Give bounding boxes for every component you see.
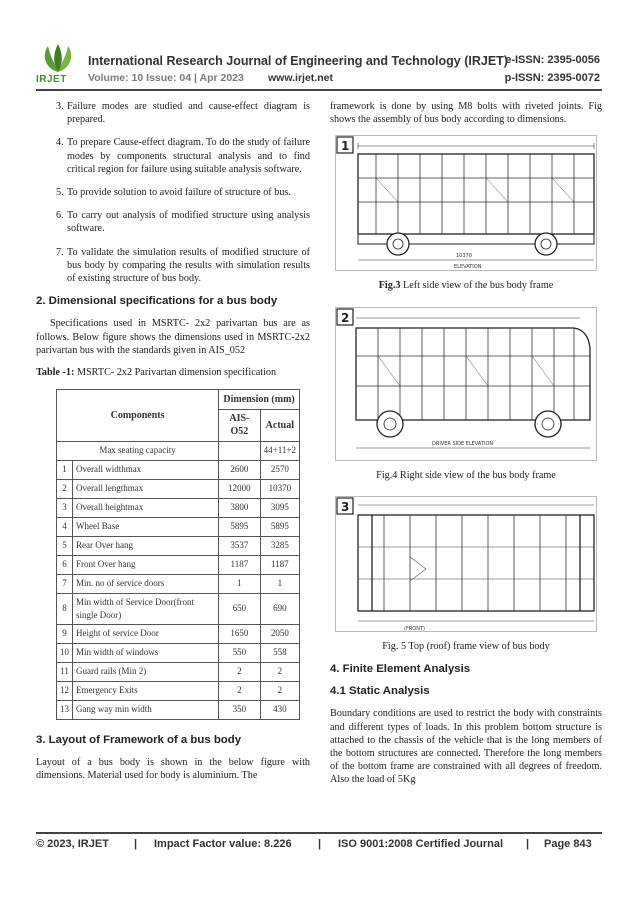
svg-text:3: 3 bbox=[341, 499, 350, 514]
figure-5-caption: Fig. 5 Top (roof) frame view of bus body bbox=[382, 640, 550, 652]
section-2-paragraph: Specifications used in MSRTC- 2x2 parivartan bus are as follows. Below figure shows the dimensions used in MSRTC-2x2 parivartan bus with the standards given in AIS_052 bbox=[36, 318, 310, 356]
svg-text:ELEVATION: ELEVATION bbox=[454, 264, 482, 271]
svg-text:2: 2 bbox=[341, 310, 350, 325]
pissn: p-ISSN: 2395-0072 bbox=[504, 72, 600, 84]
table-row: 1 Overall widthmax 2600 2570 bbox=[57, 460, 300, 479]
svg-text:10370: 10370 bbox=[456, 253, 472, 260]
figure-4-caption: Fig.4 Right side view of the bus body frame bbox=[376, 469, 556, 481]
table-row: 4 Wheel Base 5895 5895 bbox=[57, 517, 300, 536]
section-3-paragraph: Layout of a bus body is shown in the below figure with dimensions. Material used for body is aluminium. The bbox=[36, 757, 310, 782]
footer-iso: ISO 9001:2008 Certified Journal bbox=[338, 838, 504, 850]
table-row: 11 Guard rails (Min 2) 2 2 bbox=[57, 663, 300, 682]
header-dimension: Dimension (mm) bbox=[219, 390, 300, 410]
table-row: Max seating capacity 44+11+2 bbox=[57, 441, 300, 460]
section-2-heading: 2. Dimensional specifications for a bus body bbox=[36, 295, 278, 308]
subheader-actual: Actual bbox=[260, 410, 299, 441]
header-components: Components bbox=[57, 390, 219, 441]
bus-left-elevation-drawing bbox=[336, 136, 598, 272]
list-item: 7. To validate the simulation results of modified structure of bus body by comparing the results with simulation results of existing structure of bus body. bbox=[56, 246, 310, 285]
footer-copyright: © 2023, IRJET bbox=[36, 838, 109, 850]
svg-text:1: 1 bbox=[341, 139, 350, 154]
table-row: 5 Rear Over hang 3537 3285 bbox=[57, 536, 300, 555]
footer-separator: | bbox=[134, 838, 138, 850]
figure-3-caption: Fig.3 Left side view of the bus body frame bbox=[378, 280, 554, 292]
table-row: 3 Overall heightmax 3800 3095 bbox=[57, 498, 300, 517]
dimension-spec-table bbox=[56, 389, 300, 720]
table-row: 12 Emergency Exits 2 2 bbox=[57, 682, 300, 701]
list-item: 3. Failure modes are studied and cause-effect diagram is prepared. bbox=[56, 101, 310, 126]
figure-5-roof-view bbox=[335, 496, 597, 632]
header-rule bbox=[36, 89, 602, 91]
section-4-1-paragraph: Boundary conditions are used to restrict the body with constraints and different types of loads. In this problem bottom structure is attached to the chassis of the vehicle that is the long members of the bottom structures are connected. Therefore the long members of the bottom frame are constrained with all degrees of freedom. Also the load of 5Kg bbox=[330, 708, 602, 786]
volume-line: Volume: 10 Issue: 04 | Apr 2023 bbox=[88, 72, 244, 84]
subheader-ais: AIS-O52 bbox=[219, 410, 261, 441]
section-3-paragraph-continued: framework is done by using M8 bolts with riveted joints. Fig shows the assembly of bus body according to dimensions. bbox=[330, 101, 602, 126]
footer-separator: | bbox=[526, 838, 530, 850]
table-row: 6 Front Over hang 1187 1187 bbox=[57, 555, 300, 574]
footer-impact-factor: Impact Factor value: 8.226 bbox=[154, 838, 292, 850]
table-row: 8 Min width of Service Door(front single Door) 650 690 bbox=[57, 593, 300, 624]
website-link[interactable]: www.irjet.net bbox=[268, 72, 333, 84]
figure-3-left-side-view bbox=[335, 135, 597, 271]
journal-title: International Research Journal of Engineering and Technology (IRJET) bbox=[88, 54, 508, 68]
section-4-1-heading: 4.1 Static Analysis bbox=[330, 685, 430, 698]
footer-page-number: Page 843 bbox=[544, 838, 592, 850]
svg-text:DRIVER SIDE ELEVATION: DRIVER SIDE ELEVATION bbox=[432, 440, 494, 447]
table-caption: Table -1: MSRTC- 2x2 Parivartan dimension specification bbox=[36, 367, 277, 379]
svg-text:(FRONT): (FRONT) bbox=[404, 625, 425, 632]
eissn: e-ISSN: 2395-0056 bbox=[505, 54, 600, 66]
table-row: 9 Height of service Door 1650 2050 bbox=[57, 625, 300, 644]
left-column bbox=[36, 100, 310, 792]
logo-text: IRJET bbox=[36, 74, 67, 85]
page-header bbox=[0, 0, 638, 96]
list-item: 5. To provide solution to avoid failure of structure of bus. bbox=[56, 187, 291, 199]
leaf-logo-icon bbox=[38, 44, 78, 74]
section-3-heading: 3. Layout of Framework of a bus body bbox=[36, 734, 242, 747]
footer-rule bbox=[36, 832, 602, 834]
footer-separator: | bbox=[318, 838, 322, 850]
table-row: 10 Min width of windows 550 558 bbox=[57, 644, 300, 663]
right-column bbox=[330, 100, 602, 796]
table-row: 13 Gang way min width 350 430 bbox=[57, 701, 300, 720]
table-row: 2 Overall lengthmax 12000 10370 bbox=[57, 479, 300, 498]
figure-4-right-side-view bbox=[335, 307, 597, 461]
table-row: 7 Min. no of service doors 1 1 bbox=[57, 574, 300, 593]
section-4-heading: 4. Finite Element Analysis bbox=[330, 663, 471, 676]
list-item: 6. To carry out analysis of modified structure using analysis software. bbox=[56, 210, 310, 235]
bus-right-elevation-drawing bbox=[336, 308, 598, 462]
objectives-list bbox=[36, 100, 310, 285]
bus-roof-frame-drawing bbox=[336, 497, 598, 633]
list-item: 4. To prepare Cause-effect diagram. To do the study of failure modes by components structural analysis and to find critical region for failure using suitable analysis software. bbox=[56, 137, 310, 175]
